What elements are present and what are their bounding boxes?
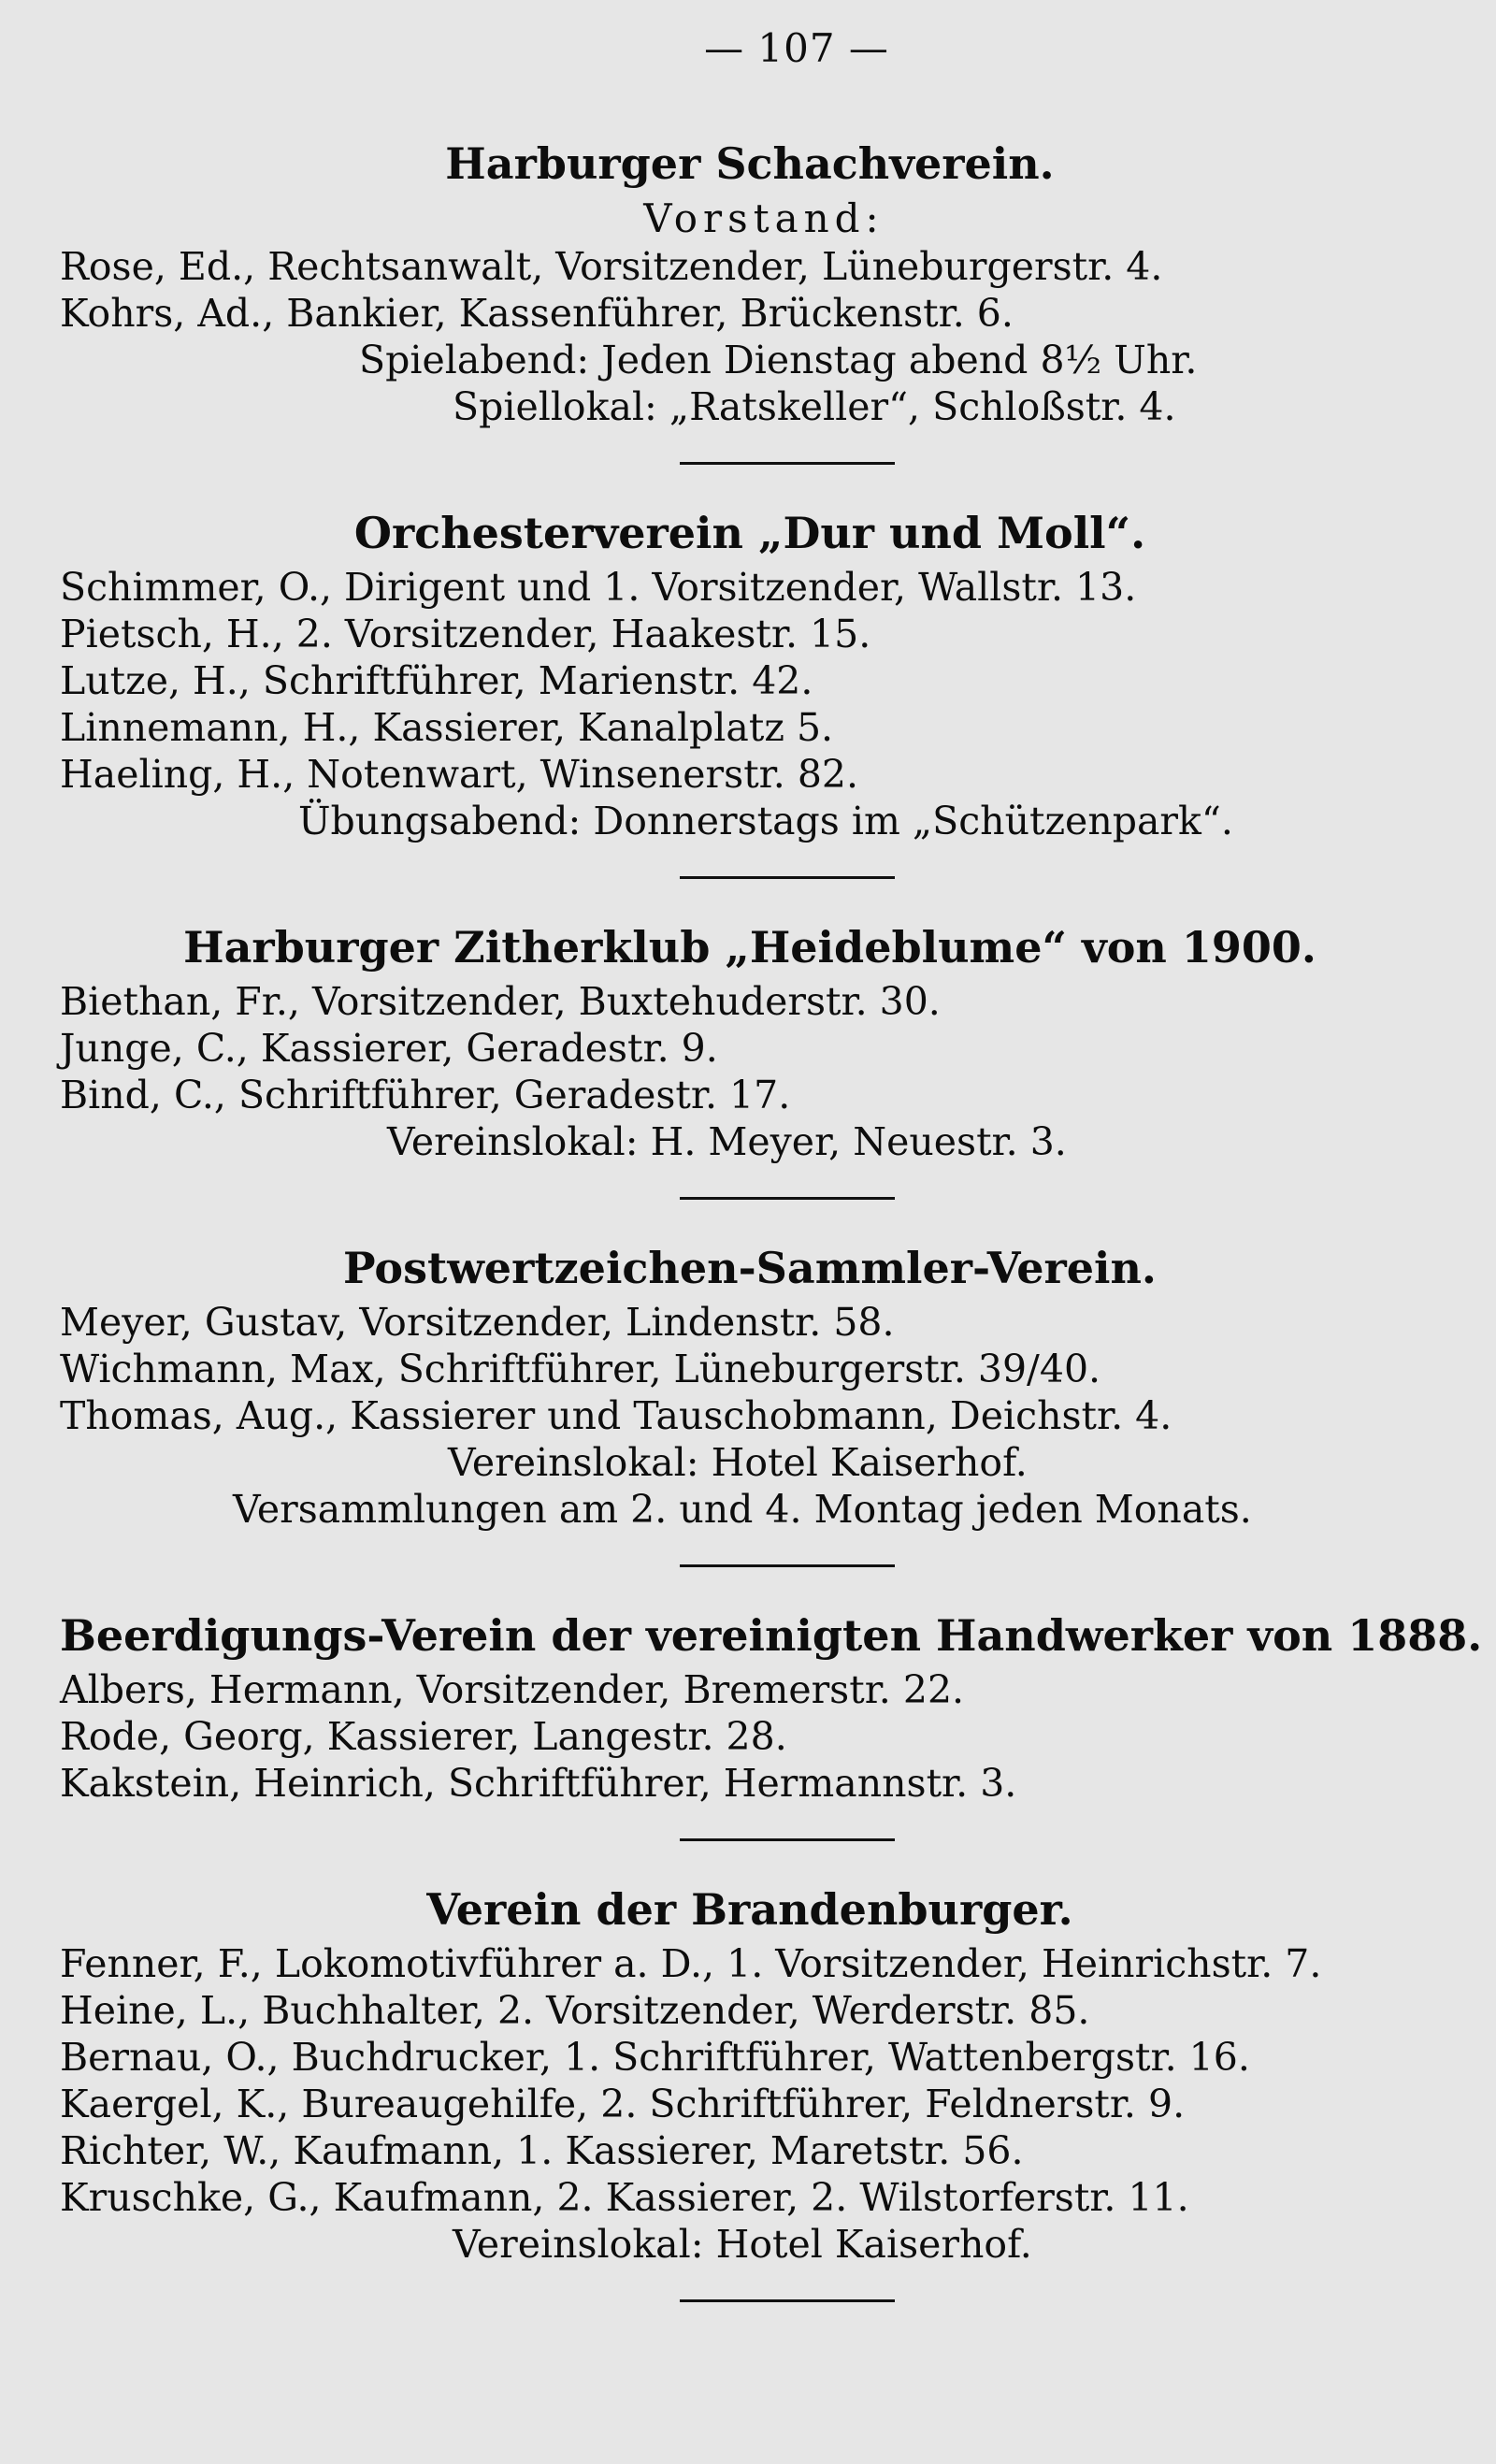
club-note: Übungsabend: Donnerstags im „Schützenpark“. bbox=[298, 799, 1233, 843]
section-divider bbox=[680, 1564, 895, 1567]
member-entry: Meyer, Gustav, Vorsitzender, Lindenstr. 58. bbox=[60, 1300, 895, 1345]
section-divider bbox=[680, 462, 895, 465]
member-entry: Rose, Ed., Rechtsanwalt, Vorsitzender, Lüneburgerstr. 4. bbox=[60, 244, 1163, 289]
member-entry: Kruschke, G., Kaufmann, 2. Kassierer, 2. Wilstorferstr. 11. bbox=[60, 2175, 1189, 2220]
club-section bbox=[60, 1879, 1440, 2302]
member-entry: Lutze, H., Schriftführer, Marienstr. 42. bbox=[60, 658, 813, 703]
member-entry: Thomas, Aug., Kassierer und Tauschobmann, Deichstr. 4. bbox=[60, 1393, 1172, 1438]
club-note: Vereinslokal: Hotel Kaiserhof. bbox=[448, 1440, 1028, 1485]
club-section bbox=[60, 916, 1440, 1200]
club-note: Spielabend: Jeden Dienstag abend 8½ Uhr. bbox=[359, 338, 1198, 382]
member-entry: Rode, Georg, Kassierer, Langestr. 28. bbox=[60, 1714, 787, 1759]
club-title: Harburger Zitherklub „Heideblume“ von 1900. bbox=[183, 922, 1316, 973]
section-divider bbox=[680, 876, 895, 879]
club-title: Postwertzeichen-Sammler-Verein. bbox=[343, 1243, 1157, 1293]
club-title: Harburger Schachverein. bbox=[445, 138, 1055, 189]
member-entry: Biethan, Fr., Vorsitzender, Buxtehuderstr. 30. bbox=[60, 979, 941, 1024]
member-entry: Albers, Hermann, Vorsitzender, Bremerstr. 22. bbox=[60, 1667, 965, 1712]
member-entry: Kakstein, Heinrich, Schriftführer, Hermannstr. 3. bbox=[60, 1761, 1017, 1806]
club-title: Orchesterverein „Dur und Moll“. bbox=[353, 508, 1146, 558]
member-entry: Linnemann, H., Kassierer, Kanalplatz 5. bbox=[60, 705, 834, 750]
member-entry: Fenner, F., Lokomotivführer a. D., 1. Vorsitzender, Heinrichstr. 7. bbox=[60, 1941, 1322, 1986]
member-entry: Kaergel, K., Bureaugehilfe, 2. Schriftführer, Feldnerstr. 9. bbox=[60, 2082, 1186, 2126]
club-title: Beerdigungs-Verein der vereinigten Handwerker von 1888. bbox=[60, 1610, 1483, 1661]
club-section bbox=[60, 1605, 1483, 1841]
member-entry: Kohrs, Ad., Bankier, Kassenführer, Brückenstr. 6. bbox=[60, 291, 1014, 336]
club-subtitle: Vorstand: bbox=[643, 195, 885, 241]
club-title: Verein der Brandenburger. bbox=[426, 1884, 1073, 1935]
member-entry: Wichmann, Max, Schriftführer, Lüneburgerstr. 39/40. bbox=[60, 1347, 1101, 1391]
member-entry: Junge, C., Kassierer, Geradestr. 9. bbox=[60, 1026, 718, 1071]
section-divider bbox=[680, 1197, 895, 1200]
page-number: — 107 — bbox=[704, 25, 889, 71]
section-divider bbox=[680, 2299, 895, 2302]
club-note: Vereinslokal: H. Meyer, Neuestr. 3. bbox=[387, 1119, 1067, 1164]
member-entry: Bind, C., Schriftführer, Geradestr. 17. bbox=[60, 1073, 791, 1117]
member-entry: Schimmer, O., Dirigent und 1. Vorsitzender, Wallstr. 13. bbox=[60, 565, 1137, 610]
member-entry: Heine, L., Buchhalter, 2. Vorsitzender, Werderstr. 85. bbox=[60, 1988, 1090, 2033]
section-divider bbox=[680, 1838, 895, 1841]
member-entry: Haeling, H., Notenwart, Winsenerstr. 82. bbox=[60, 752, 859, 797]
member-entry: Richter, W., Kaufmann, 1. Kassierer, Maretstr. 56. bbox=[60, 2128, 1024, 2173]
club-section bbox=[60, 502, 1440, 879]
club-listing bbox=[60, 133, 1483, 2302]
member-entry: Bernau, O., Buchdrucker, 1. Schriftführer, Wattenbergstr. 16. bbox=[60, 2035, 1250, 2080]
member-entry: Pietsch, H., 2. Vorsitzender, Haakestr. 15. bbox=[60, 612, 871, 656]
club-note: Versammlungen am 2. und 4. Montag jeden Monats. bbox=[233, 1487, 1252, 1532]
club-note: Spiellokal: „Ratskeller“, Schloßstr. 4. bbox=[453, 384, 1176, 429]
club-section bbox=[60, 1237, 1440, 1567]
club-section bbox=[60, 133, 1440, 465]
club-note: Vereinslokal: Hotel Kaiserhof. bbox=[453, 2222, 1032, 2267]
